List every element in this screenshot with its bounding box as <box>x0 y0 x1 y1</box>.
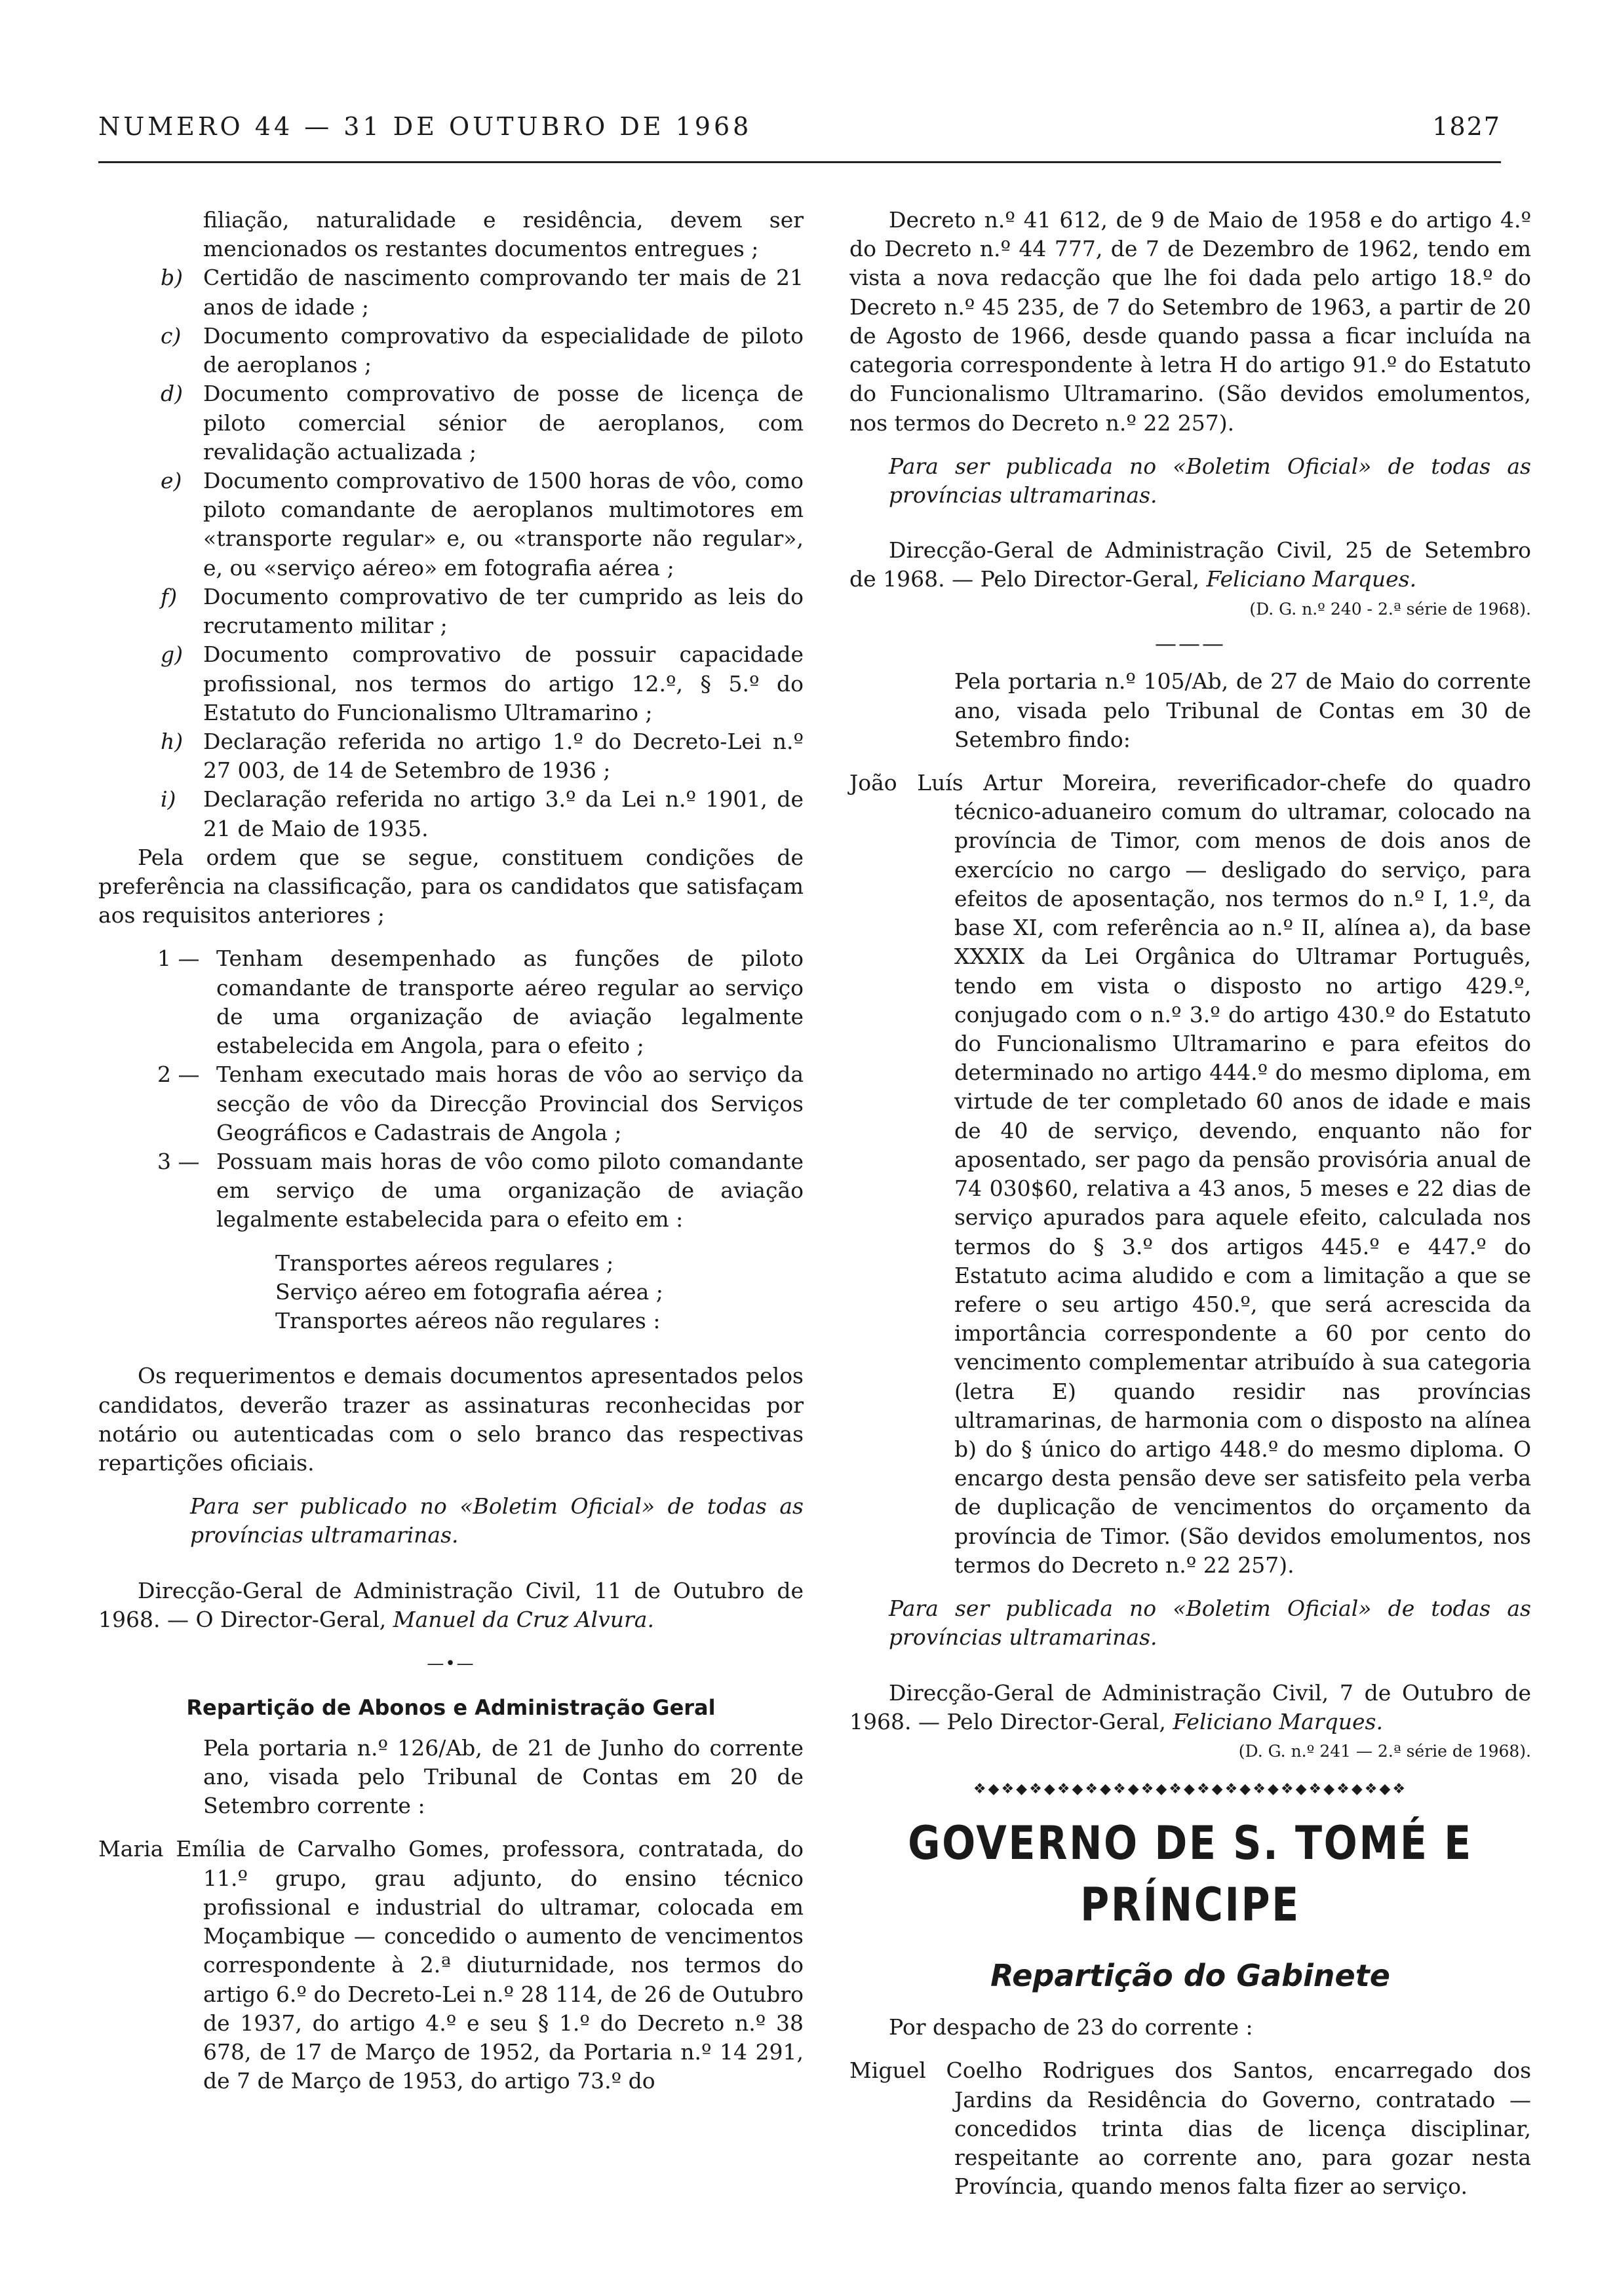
section-heading: Repartição de Abonos e Administração Geral <box>186 1694 716 1720</box>
requirement-item-h <box>98 727 804 785</box>
publication-note: Para ser publicado no «Boletim Oficial» de todas as províncias ultramarinas. <box>190 1493 804 1548</box>
item-text: Documento comprovativo de ter cumprido as leis do recrutamento militar ; <box>203 583 804 639</box>
item-text: Documento comprovativo de posse de licença de piloto comercial sénior de aeroplanos, com revalidação actualizada ; <box>203 381 804 465</box>
requirement-item-c <box>98 322 804 379</box>
item-marker: 2 — <box>157 1062 200 1088</box>
miguel-entry: Miguel Coelho Rodrigues dos Santos, encarregado dos Jardins da Residência do Governo, contratado — concedidos trinta dias de licença disciplinar, respeitante ao corrente ano, para gozar nesta Província, quando menos falta fizer ao serviço. <box>849 2057 1531 2200</box>
item-text: Tenham desempenhado as funções de piloto comandante de transporte aéreo regular ao serviço de uma organização de aviação legalmente estabelecida em Angola, para o efeito ; <box>216 946 804 1059</box>
requirement-item-d <box>98 379 804 467</box>
requirement-item-b <box>98 263 804 321</box>
item-marker: g) <box>161 641 183 668</box>
intro-text: filiação, naturalidade e residência, devem ser mencionados os restantes documentos entregues ; <box>203 207 804 262</box>
transport-item: Transportes aéreos não regulares : <box>275 1308 661 1334</box>
requirement-item-i <box>98 785 804 843</box>
source-reference: (D. G. n.º 241 — 2.ª série de 1968). <box>1238 1742 1531 1761</box>
item-text: Certidão de nascimento comprovando ter mais de 21 anos de idade ; <box>203 265 804 320</box>
publication-note: Para ser publicada no «Boletim Oficial» de todas as províncias ultramarinas. <box>889 1596 1531 1651</box>
maria-entry: Maria Emília de Carvalho Gomes, professora, contratada, do 11.º grupo, grau adjunto, do ensino técnico profissional e industrial do ultramar, colocada em Moçambique — concedido o aumento de vencimentos correspondente à 2.ª diuturnidade, nos termos do artigo 6.º do Decreto-Lei n.º 28 114, de 26 de Outubro de 1937, do artigo 4.º e seu § 1.º do Decreto n.º 38 678, de 17 de Março de 1952, da Portaria n.º 14 291, de 7 de Março de 1953, do artigo 73.º do <box>98 1836 804 2094</box>
preference-item-3 <box>98 1147 804 1234</box>
signatory-name: Feliciano Marques. <box>1173 1708 1383 1734</box>
signatory-name: Manuel da Cruz Alvura. <box>393 1606 654 1632</box>
preference-paragraph: Pela ordem que se segue, constituem condições de preferência na classificação, para os candidatos que satisfaçam aos requisitos anteriores ; <box>98 844 804 928</box>
item-marker: d) <box>161 381 183 407</box>
item-marker: h) <box>161 728 184 754</box>
item-text: Documento comprovativo de 1500 horas de vôo, como piloto comandante de aeroplanos multimotores em «transporte regular» e, ou «transporte não regular», e, ou «serviço aéreo» em fotografia aérea ; <box>203 467 804 581</box>
item-text: Documento comprovativo da especialidade de piloto de aeroplanos ; <box>203 322 804 378</box>
source-reference: (D. G. n.º 240 - 2.ª série de 1968). <box>1249 599 1531 619</box>
item-marker: e) <box>161 467 182 493</box>
item-text: Tenham executado mais horas de vôo ao serviço da secção de vôo da Direcção Provincial dos Serviços Geográficos e Cadastrais de Angola ; <box>216 1062 804 1145</box>
item-marker: c) <box>161 322 182 349</box>
signature-text: Direcção-Geral de Administração Civil, 25 de Setembro de 1968. — Pelo Director-Geral, <box>849 537 1531 592</box>
transport-list <box>98 1249 804 1336</box>
requirement-item-f <box>98 583 804 640</box>
preference-item-1 <box>98 944 804 1060</box>
item-text: Possuam mais horas de vôo como piloto comandante em serviço de uma organização de aviação legalmente estabelecida para o efeito em : <box>216 1149 804 1233</box>
page-header <box>98 110 1501 147</box>
page-number: 1827 <box>1432 112 1501 141</box>
publication-note: Para ser publicada no «Boletim Oficial» de todas as províncias ultramarinas. <box>889 453 1531 508</box>
signature-line <box>849 536 1531 594</box>
transport-item: Transportes aéreos regulares ; <box>275 1250 614 1276</box>
item-marker: f) <box>161 583 178 609</box>
signature-line <box>98 1577 804 1634</box>
signatory-name: Feliciano Marques. <box>1206 566 1417 592</box>
preference-item-2 <box>98 1060 804 1147</box>
separator-line: ——— <box>1155 630 1226 657</box>
header-title: NUMERO 44 — 31 DE OUTUBRO DE 1968 <box>98 112 752 141</box>
signature-text: Direcção-Geral de Administração Civil, 11 de Outubro de 1968. — O Director-Geral, <box>98 1577 804 1632</box>
portaria-paragraph: Pela portaria n.º 126/Ab, de 21 de Junho do corrente ano, visada pelo Tribunal de Contas em 20 de Setembro corrente : <box>203 1734 804 1819</box>
requirement-item-e <box>98 467 804 583</box>
item-text: Documento comprovativo de possuir capacidade profissional, nos termos do artigo 12.º, § 5.º do Estatuto do Funcionalismo Ultramarino ; <box>203 641 804 725</box>
despacho-line: Por despacho de 23 do corrente : <box>889 2014 1253 2040</box>
signature-line <box>849 1679 1531 1736</box>
transport-item: Serviço aéreo em fotografia aérea ; <box>275 1278 663 1305</box>
item-marker: i) <box>161 786 176 813</box>
joao-entry: João Luís Artur Moreira, reverificador-chefe do quadro técnico-aduaneiro comum do ultramar, colocado na província de Timor, com menos de dois anos de exercício no cargo — desligado do serviço, para efeitos de aposentação, nos termos do n.º I, 1.º, da base XI, com referência ao n.º II, alínea a), da base XXXIX da Lei Orgânica do Ultramar Português, tendo em vista o disposto no artigo 429.º, conjugado com o n.º 3.º do artigo 430.º do Estatuto do Funcionalismo Ultramarino e para efeitos do determinado no artigo 444.º do mesmo diploma, em virtude de ter completado 60 anos de idade e mais de 40 de serviço, devendo, enquanto não for aposentado, ser pago da pensão provisória anual de 74 030$60, relativa a 43 anos, 5 meses e 22 dias de serviço apurados para aquele efeito, calculada nos termos do § 3.º dos artigos 445.º e 447.º do Estatuto acima aludido e com a limitação a que se refere o seu artigo 450.º, que será acrescida da importância correspondente a 60 por cento do vencimento complementar atribuído à sua categoria (letra E) quando residir nas províncias ultramarinas, de harmonia com o disposto na alínea b) do § único do artigo 448.º do mesmo diploma. O encargo desta pensão deve ser satisfeito pela verba de duplicação de vencimentos do orçamento da província de Timor. (São devidos emolumentos, nos termos do Decreto n.º 22 257). <box>849 770 1531 1578</box>
right-column <box>849 206 1531 2202</box>
signature-text: Direcção-Geral de Administração Civil, 7 de Outubro de 1968. — Pelo Director-Geral, <box>849 1679 1531 1734</box>
ornament-row: ❖◆❖◆❖◆❖◆❖◆❖◆❖◆❖◆❖◆❖◆❖◆❖◆❖◆❖◆❖◆❖ <box>973 1780 1408 1797</box>
item-marker: 3 — <box>157 1149 200 1174</box>
government-title: GOVERNO DE S. TOMÉ E PRÍNCIPE <box>908 1816 1473 1932</box>
portaria-paragraph: Pela portaria n.º 105/Ab, de 27 de Maio do corrente ano, visada pelo Tribunal de Contas em 30 de Setembro findo: <box>954 668 1531 752</box>
requerimentos-paragraph: Os requerimentos e demais documentos apresentados pelos candidatos, deverão trazer as assinaturas reconhecidas por notário ou autenticadas com o selo branco das respectivas repartições oficiais. <box>98 1363 804 1476</box>
separator-ornament: —•— <box>427 1654 475 1674</box>
left-column <box>98 206 804 2095</box>
item-marker: b) <box>161 265 183 291</box>
header-rule <box>98 161 1501 163</box>
item-text: Declaração referida no artigo 3.º da Lei n.º 1901, de 21 de Maio de 1935. <box>203 786 804 841</box>
department-subtitle: Repartição do Gabinete <box>990 1957 1390 1993</box>
item-marker: 1 — <box>157 946 200 972</box>
decreto-continuation: Decreto n.º 41 612, de 9 de Maio de 1958 e do artigo 4.º do Decreto n.º 44 777, de 7 de Dezembro de 1962, tendo em vista a nova redacção que lhe foi dada pelo artigo 18.º do Decreto n.º 45 235, de 7 do Setembro de 1963, a partir de 20 de Agosto de 1966, desde quando passa a ficar incluída na categoria correspondente à letra H do artigo 91.º do Estatuto do Funcionalismo Ultramarino. (São devidos emolumentos, nos termos do Decreto n.º 22 257). <box>849 207 1531 436</box>
requirement-item-g <box>98 640 804 727</box>
item-text: Declaração referida no artigo 1.º do Decreto-Lei n.º 27 003, de 14 de Setembro de 1936 ; <box>203 728 804 784</box>
